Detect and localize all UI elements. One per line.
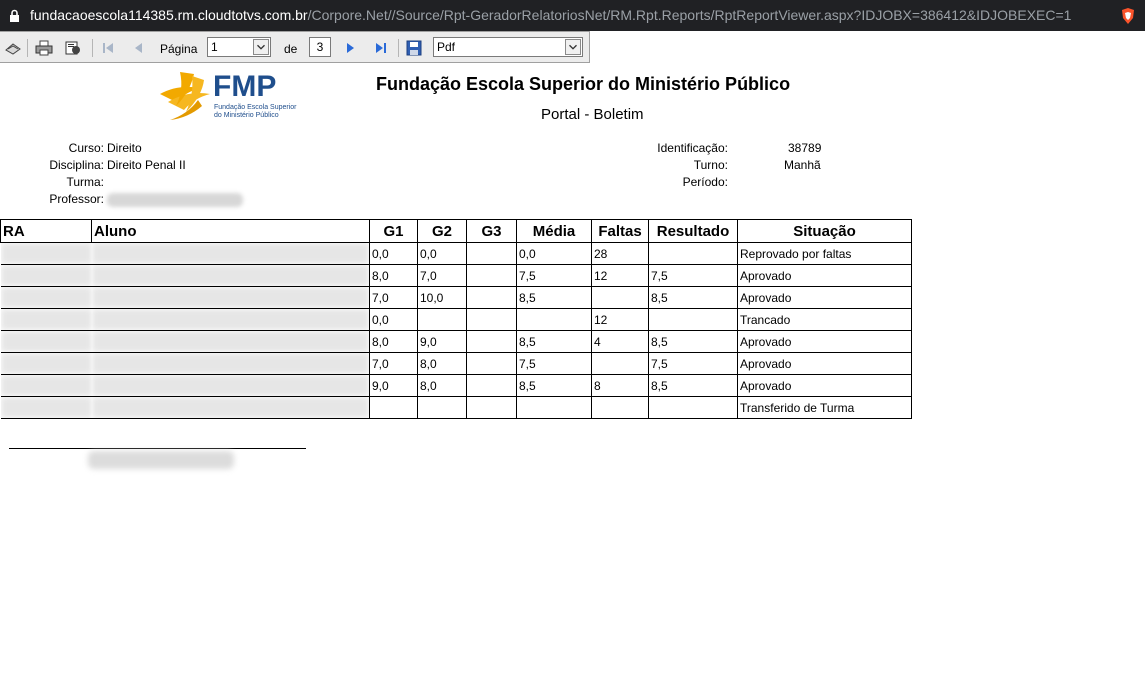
cell-media: 8,5 bbox=[517, 375, 592, 397]
logo-text: FMP bbox=[213, 70, 277, 103]
redacted-aluno-cell bbox=[92, 353, 370, 375]
professor-value bbox=[107, 191, 307, 208]
period-value bbox=[760, 174, 860, 191]
url-text[interactable] bbox=[30, 0, 1071, 31]
cell-g2: 0,0 bbox=[418, 243, 467, 265]
redacted-ra bbox=[1, 287, 92, 308]
cell-g3 bbox=[467, 353, 517, 375]
identification-label: Identificação: bbox=[657, 141, 728, 155]
redacted-ra-cell bbox=[1, 397, 92, 419]
cell-media: 8,5 bbox=[517, 331, 592, 353]
page-select[interactable] bbox=[207, 37, 271, 57]
lock-icon[interactable] bbox=[8, 9, 21, 22]
cell-faltas: 12 bbox=[592, 265, 649, 287]
cell-situacao: Reprovado por faltas bbox=[738, 243, 912, 265]
class-label: Turma: bbox=[66, 175, 104, 189]
table-row bbox=[1, 397, 912, 419]
first-page-icon[interactable] bbox=[99, 40, 117, 56]
cell-media: 0,0 bbox=[517, 243, 592, 265]
col-header-aluno: Aluno bbox=[92, 220, 370, 243]
cell-faltas: 8 bbox=[592, 375, 649, 397]
cell-faltas bbox=[592, 397, 649, 419]
redacted-ra bbox=[1, 309, 92, 330]
shift-value: Manhã bbox=[784, 158, 821, 172]
identification-values bbox=[760, 140, 860, 191]
col-header-ra: RA bbox=[1, 220, 92, 243]
professor-label: Professor: bbox=[49, 192, 104, 206]
cell-resultado bbox=[649, 397, 738, 419]
cell-media bbox=[517, 309, 592, 331]
cell-resultado: 8,5 bbox=[649, 331, 738, 353]
identification-labels bbox=[600, 140, 728, 191]
cell-media: 8,5 bbox=[517, 287, 592, 309]
redacted-signature-name bbox=[88, 451, 234, 469]
cell-faltas bbox=[592, 353, 649, 375]
redacted-aluno bbox=[92, 375, 370, 396]
redacted-ra bbox=[1, 397, 92, 418]
cell-resultado: 7,5 bbox=[649, 353, 738, 375]
cell-media: 7,5 bbox=[517, 353, 592, 375]
grades-table bbox=[0, 219, 912, 419]
course-value: Direito bbox=[107, 141, 142, 155]
page-label: Página bbox=[160, 42, 198, 56]
cell-g1: 0,0 bbox=[370, 309, 418, 331]
cell-g1: 8,0 bbox=[370, 265, 418, 287]
redacted-aluno bbox=[92, 243, 370, 264]
export-icon[interactable] bbox=[405, 40, 423, 56]
col-header-g3: G3 bbox=[467, 220, 517, 243]
toolbar-separator bbox=[92, 39, 93, 57]
address-bar[interactable] bbox=[0, 0, 1145, 31]
redacted-professor bbox=[107, 193, 243, 207]
redacted-aluno-cell bbox=[92, 331, 370, 353]
redacted-aluno-cell bbox=[92, 375, 370, 397]
page-total: 3 bbox=[309, 37, 331, 57]
table-row bbox=[1, 331, 912, 353]
table-row bbox=[1, 353, 912, 375]
redacted-aluno-cell bbox=[92, 287, 370, 309]
export-format-value: Pdf bbox=[437, 40, 456, 54]
cell-g1 bbox=[370, 397, 418, 419]
cell-media bbox=[517, 397, 592, 419]
cell-g2 bbox=[418, 309, 467, 331]
cell-g1: 7,0 bbox=[370, 353, 418, 375]
redacted-ra-cell bbox=[1, 265, 92, 287]
course-info-values bbox=[107, 140, 307, 208]
redacted-aluno-cell bbox=[92, 309, 370, 331]
discipline-value: Direito Penal II bbox=[107, 158, 186, 172]
discipline-label: Disciplina: bbox=[49, 158, 104, 172]
cell-g1: 0,0 bbox=[370, 243, 418, 265]
brave-shield-icon[interactable] bbox=[1120, 7, 1136, 25]
cell-g3 bbox=[467, 265, 517, 287]
cell-g1: 9,0 bbox=[370, 375, 418, 397]
page-select-value: 1 bbox=[211, 40, 218, 54]
cell-faltas: 28 bbox=[592, 243, 649, 265]
cell-g2 bbox=[418, 397, 467, 419]
redacted-aluno-cell bbox=[92, 243, 370, 265]
cell-g1: 8,0 bbox=[370, 331, 418, 353]
redacted-ra-cell bbox=[1, 375, 92, 397]
course-label: Curso: bbox=[68, 141, 104, 155]
cell-resultado: 8,5 bbox=[649, 287, 738, 309]
cell-g3 bbox=[467, 331, 517, 353]
cell-situacao: Aprovado bbox=[738, 265, 912, 287]
report-title: Fundação Escola Superior do Ministério Público bbox=[376, 74, 791, 94]
print-layout-icon[interactable] bbox=[64, 40, 82, 56]
redacted-aluno bbox=[92, 309, 370, 330]
cell-resultado: 8,5 bbox=[649, 375, 738, 397]
cell-g3 bbox=[467, 287, 517, 309]
cell-resultado bbox=[649, 309, 738, 331]
cell-situacao: Aprovado bbox=[738, 375, 912, 397]
previous-page-icon[interactable] bbox=[129, 40, 147, 56]
redacted-ra-cell bbox=[1, 331, 92, 353]
cell-g3 bbox=[467, 243, 517, 265]
period-label: Período: bbox=[682, 175, 728, 189]
redacted-ra-cell bbox=[1, 353, 92, 375]
logo-subtitle-1: Fundação Escola Superior bbox=[214, 104, 297, 111]
identification-value: 38789 bbox=[788, 141, 822, 155]
grades-table-body bbox=[1, 243, 912, 419]
refresh-icon[interactable] bbox=[4, 40, 22, 56]
table-row bbox=[1, 309, 912, 331]
cell-faltas: 12 bbox=[592, 309, 649, 331]
url-host: fundacaoescola114385.rm.cloudtotvs.com.br bbox=[30, 7, 308, 23]
cell-faltas bbox=[592, 287, 649, 309]
cell-situacao: Aprovado bbox=[738, 287, 912, 309]
report-subtitle: Portal - Boletim bbox=[541, 106, 644, 123]
redacted-aluno bbox=[92, 353, 370, 374]
col-header-faltas: Faltas bbox=[592, 220, 649, 243]
cell-g3 bbox=[467, 397, 517, 419]
cell-g2: 8,0 bbox=[418, 375, 467, 397]
shift-label: Turno: bbox=[693, 158, 728, 172]
col-header-situacao: Situação bbox=[738, 220, 912, 243]
cell-g3 bbox=[467, 375, 517, 397]
redacted-aluno-cell bbox=[92, 265, 370, 287]
logo-subtitle-2: do Ministério Público bbox=[214, 112, 279, 119]
cell-situacao: Aprovado bbox=[738, 353, 912, 375]
table-row bbox=[1, 375, 912, 397]
signature-line bbox=[9, 448, 306, 449]
redacted-aluno bbox=[92, 287, 370, 308]
course-info-labels bbox=[0, 140, 104, 208]
table-row bbox=[1, 287, 912, 309]
redacted-aluno bbox=[92, 265, 370, 286]
redacted-ra bbox=[1, 243, 92, 264]
table-header-row bbox=[1, 220, 912, 243]
redacted-ra bbox=[1, 353, 92, 374]
next-page-icon[interactable] bbox=[342, 40, 360, 56]
export-format-select[interactable] bbox=[433, 37, 583, 57]
redacted-aluno-cell bbox=[92, 397, 370, 419]
cell-situacao: Trancado bbox=[738, 309, 912, 331]
chevron-down-icon[interactable] bbox=[253, 39, 269, 55]
toolbar-separator bbox=[27, 39, 28, 57]
table-row bbox=[1, 265, 912, 287]
toolbar-separator bbox=[398, 39, 399, 57]
col-header-g1: G1 bbox=[370, 220, 418, 243]
cell-g3 bbox=[467, 309, 517, 331]
cell-resultado: 7,5 bbox=[649, 265, 738, 287]
cell-media: 7,5 bbox=[517, 265, 592, 287]
report-toolbar bbox=[0, 31, 590, 63]
chevron-down-icon[interactable] bbox=[565, 39, 581, 55]
fmp-logo bbox=[158, 66, 303, 126]
redacted-ra-cell bbox=[1, 287, 92, 309]
cell-g2: 7,0 bbox=[418, 265, 467, 287]
table-row bbox=[1, 243, 912, 265]
of-label: de bbox=[284, 42, 298, 56]
col-header-resultado: Resultado bbox=[649, 220, 738, 243]
cell-situacao: Transferido de Turma bbox=[738, 397, 912, 419]
cell-faltas: 4 bbox=[592, 331, 649, 353]
cell-situacao: Aprovado bbox=[738, 331, 912, 353]
col-header-g2: G2 bbox=[418, 220, 467, 243]
cell-g2: 10,0 bbox=[418, 287, 467, 309]
class-value bbox=[107, 174, 307, 191]
cell-g2: 9,0 bbox=[418, 331, 467, 353]
cell-resultado bbox=[649, 243, 738, 265]
redacted-ra-cell bbox=[1, 309, 92, 331]
col-header-media: Média bbox=[517, 220, 592, 243]
redacted-ra-cell bbox=[1, 243, 92, 265]
url-path: /Corpore.Net//Source/Rpt-GeradorRelatoriosNet/RM.Rpt.Reports/RptReportViewer.aspx?IDJOBX=386412&IDJOBEXEC=1 bbox=[307, 7, 1072, 23]
print-icon[interactable] bbox=[35, 40, 53, 56]
cell-g1: 7,0 bbox=[370, 287, 418, 309]
redacted-ra bbox=[1, 265, 92, 286]
last-page-icon[interactable] bbox=[372, 40, 390, 56]
cell-g2: 8,0 bbox=[418, 353, 467, 375]
redacted-ra bbox=[1, 375, 92, 396]
redacted-ra bbox=[1, 331, 92, 352]
redacted-aluno bbox=[92, 331, 370, 352]
redacted-aluno bbox=[92, 397, 370, 418]
